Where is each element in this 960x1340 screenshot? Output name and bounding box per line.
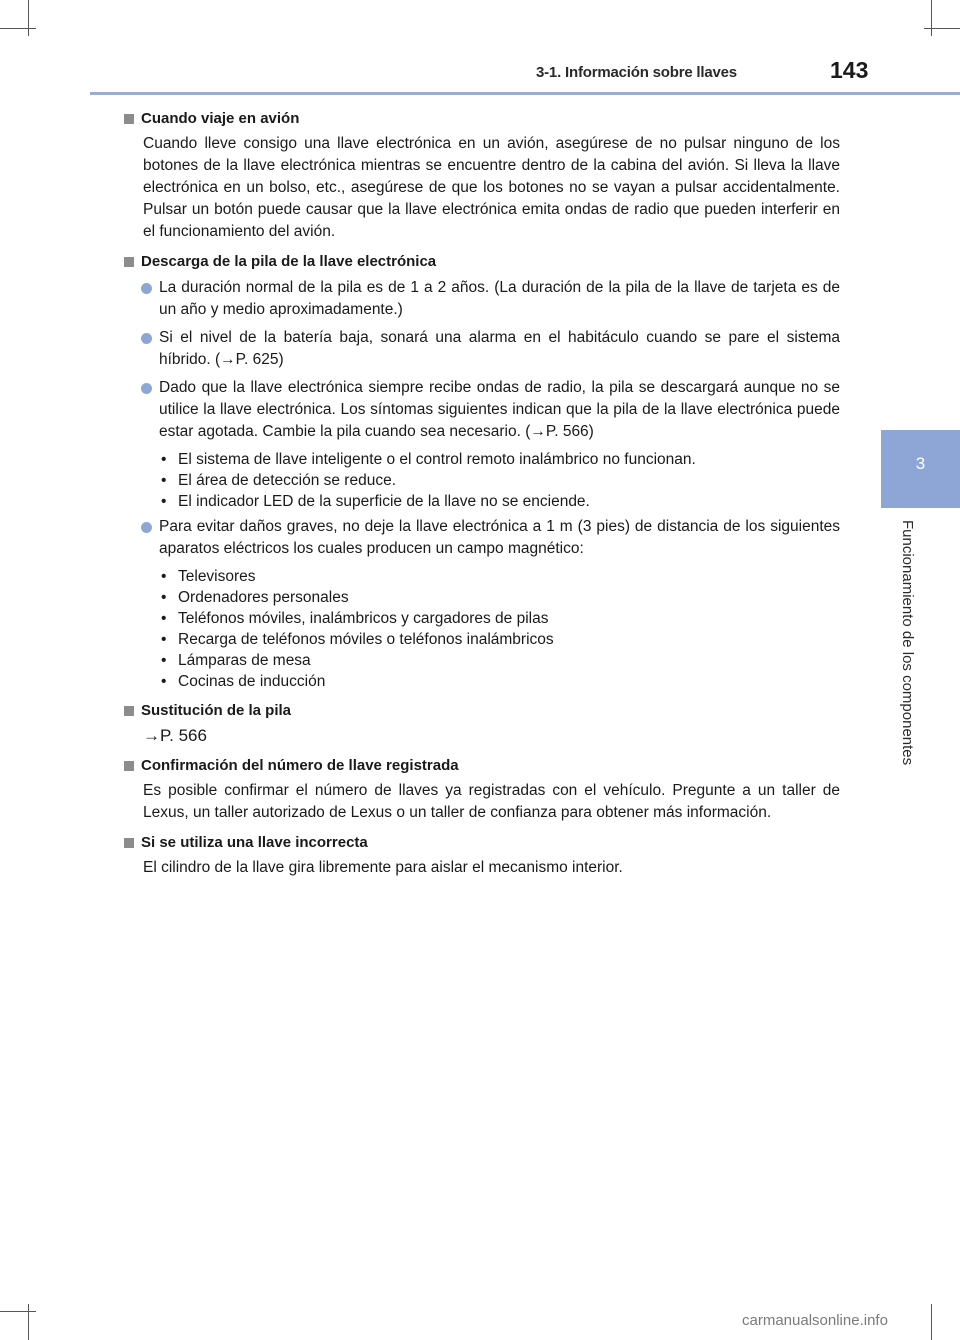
bullet-text: Si el nivel de la batería baja, sonará una alarma en el habitáculo cuando se pare el sistema híbrido. (→P. 625) bbox=[159, 329, 840, 368]
sub-item-text: Televisores bbox=[178, 568, 256, 585]
small-dot-icon: • bbox=[161, 610, 167, 627]
small-dot-icon: • bbox=[161, 652, 167, 669]
page-number: 143 bbox=[830, 57, 869, 83]
running-header-section: 3-1. Información sobre llaves bbox=[536, 64, 737, 81]
round-bullet-icon bbox=[141, 383, 152, 394]
page-body bbox=[124, 108, 840, 887]
section-title: Si se utiliza una llave incorrecta bbox=[141, 834, 368, 851]
crop-mark bbox=[0, 1311, 36, 1312]
sub-item-text: Recarga de teléfonos móviles o teléfonos inalámbricos bbox=[178, 631, 554, 648]
bullet-item bbox=[124, 327, 840, 371]
sub-item-text: Lámparas de mesa bbox=[178, 652, 311, 669]
sub-item-text: El indicador LED de la superficie de la llave no se enciende. bbox=[178, 493, 590, 510]
section-heading bbox=[124, 108, 840, 130]
bullet-item bbox=[124, 377, 840, 443]
sub-list bbox=[124, 449, 840, 512]
crop-mark bbox=[28, 0, 29, 36]
section-heading bbox=[124, 832, 840, 854]
bullet-item bbox=[124, 516, 840, 560]
sub-list bbox=[124, 566, 840, 692]
crop-mark bbox=[924, 28, 960, 29]
sub-item-text: El sistema de llave inteligente o el control remoto inalámbrico no funcionan. bbox=[178, 451, 696, 468]
square-bullet-icon bbox=[124, 114, 134, 124]
header-rule bbox=[90, 92, 960, 95]
sub-item-text: Cocinas de inducción bbox=[178, 673, 326, 690]
chapter-number: 3 bbox=[915, 454, 926, 473]
section-paragraph: El cilindro de la llave gira libremente para aislar el mecanismo interior. bbox=[143, 859, 623, 876]
section-title: Cuando viaje en avión bbox=[141, 110, 300, 127]
sub-list-item bbox=[124, 566, 840, 587]
round-bullet-icon bbox=[141, 333, 152, 344]
crop-mark bbox=[28, 1304, 29, 1340]
section-wrong-key bbox=[124, 832, 840, 879]
sub-list-item bbox=[124, 449, 840, 470]
section-title: Descarga de la pila de la llave electrónica bbox=[141, 253, 437, 270]
small-dot-icon: • bbox=[161, 589, 167, 606]
square-bullet-icon bbox=[124, 257, 134, 267]
sub-list-item bbox=[124, 650, 840, 671]
page-reference-link[interactable]: →P. 566 bbox=[143, 726, 207, 745]
small-dot-icon: • bbox=[161, 673, 167, 690]
sub-item-text: Ordenadores personales bbox=[178, 589, 349, 606]
small-dot-icon: • bbox=[161, 568, 167, 585]
crop-mark bbox=[931, 0, 932, 36]
sub-item-text: Teléfonos móviles, inalámbricos y cargadores de pilas bbox=[178, 610, 549, 627]
section-battery-discharge bbox=[124, 251, 840, 692]
chapter-title: Funcionamiento de los componentes bbox=[899, 520, 916, 766]
sub-list-item bbox=[124, 491, 840, 512]
small-dot-icon: • bbox=[161, 472, 167, 489]
square-bullet-icon bbox=[124, 761, 134, 771]
crop-mark bbox=[931, 1304, 932, 1340]
sub-list-item bbox=[124, 629, 840, 650]
sub-list-item bbox=[124, 608, 840, 629]
bullet-item bbox=[124, 277, 840, 321]
sub-list-item bbox=[124, 470, 840, 491]
section-key-count bbox=[124, 755, 840, 824]
bullet-text: Dado que la llave electrónica siempre recibe ondas de radio, la pila se descargará aunque no se utilice la llave electrónica. Los síntomas siguientes indican que la pila de la llave electrónica puede estar agotada. Cambie la pila cuando sea necesario. (→P. 566) bbox=[159, 379, 840, 440]
section-heading bbox=[124, 700, 840, 722]
chapter-tab bbox=[881, 430, 960, 508]
sub-item-text: El área de detección se reduce. bbox=[178, 472, 396, 489]
sub-list-item bbox=[124, 587, 840, 608]
section-heading bbox=[124, 755, 840, 777]
section-battery-replacement bbox=[124, 700, 840, 747]
square-bullet-icon bbox=[124, 838, 134, 848]
small-dot-icon: • bbox=[161, 493, 167, 510]
section-title: Confirmación del número de llave registrada bbox=[141, 757, 459, 774]
crop-mark bbox=[0, 28, 36, 29]
section-paragraph: Cuando lleve consigo una llave electrónica en un avión, asegúrese de no pulsar ninguno de los botones de la llave electrónica mientras se encuentre dentro de la cabina del avión. Si lleva la llave electrónica en un bolso, etc., asegúrese de que los botones no se vayan a pulsar accidentalmente. Pulsar un botón puede causar que la llave electrónica emita ondas de radio que pueden interferir en el funcionamiento del avión. bbox=[143, 135, 840, 240]
bullet-text: Para evitar daños graves, no deje la llave electrónica a 1 m (3 pies) de distancia de los siguientes aparatos eléctricos los cuales producen un campo magnético: bbox=[159, 518, 840, 557]
round-bullet-icon bbox=[141, 522, 152, 533]
small-dot-icon: • bbox=[161, 451, 167, 468]
footer-watermark: carmanualsonline.info bbox=[742, 1312, 888, 1329]
sub-list-item bbox=[124, 671, 840, 692]
round-bullet-icon bbox=[141, 283, 152, 294]
small-dot-icon: • bbox=[161, 631, 167, 648]
chapter-title-vertical bbox=[876, 520, 956, 810]
section-paragraph: Es posible confirmar el número de llaves ya registradas con el vehículo. Pregunte a un taller de Lexus, un taller autorizado de Lexus o un taller de confianza para obtener más información. bbox=[143, 782, 840, 821]
section-airplane bbox=[124, 108, 840, 243]
bullet-text: La duración normal de la pila es de 1 a 2 años. (La duración de la pila de la llave de tarjeta es de un año y medio aproximadamente.) bbox=[159, 279, 840, 318]
square-bullet-icon bbox=[124, 706, 134, 716]
section-title: Sustitución de la pila bbox=[141, 702, 292, 719]
section-heading bbox=[124, 251, 840, 273]
